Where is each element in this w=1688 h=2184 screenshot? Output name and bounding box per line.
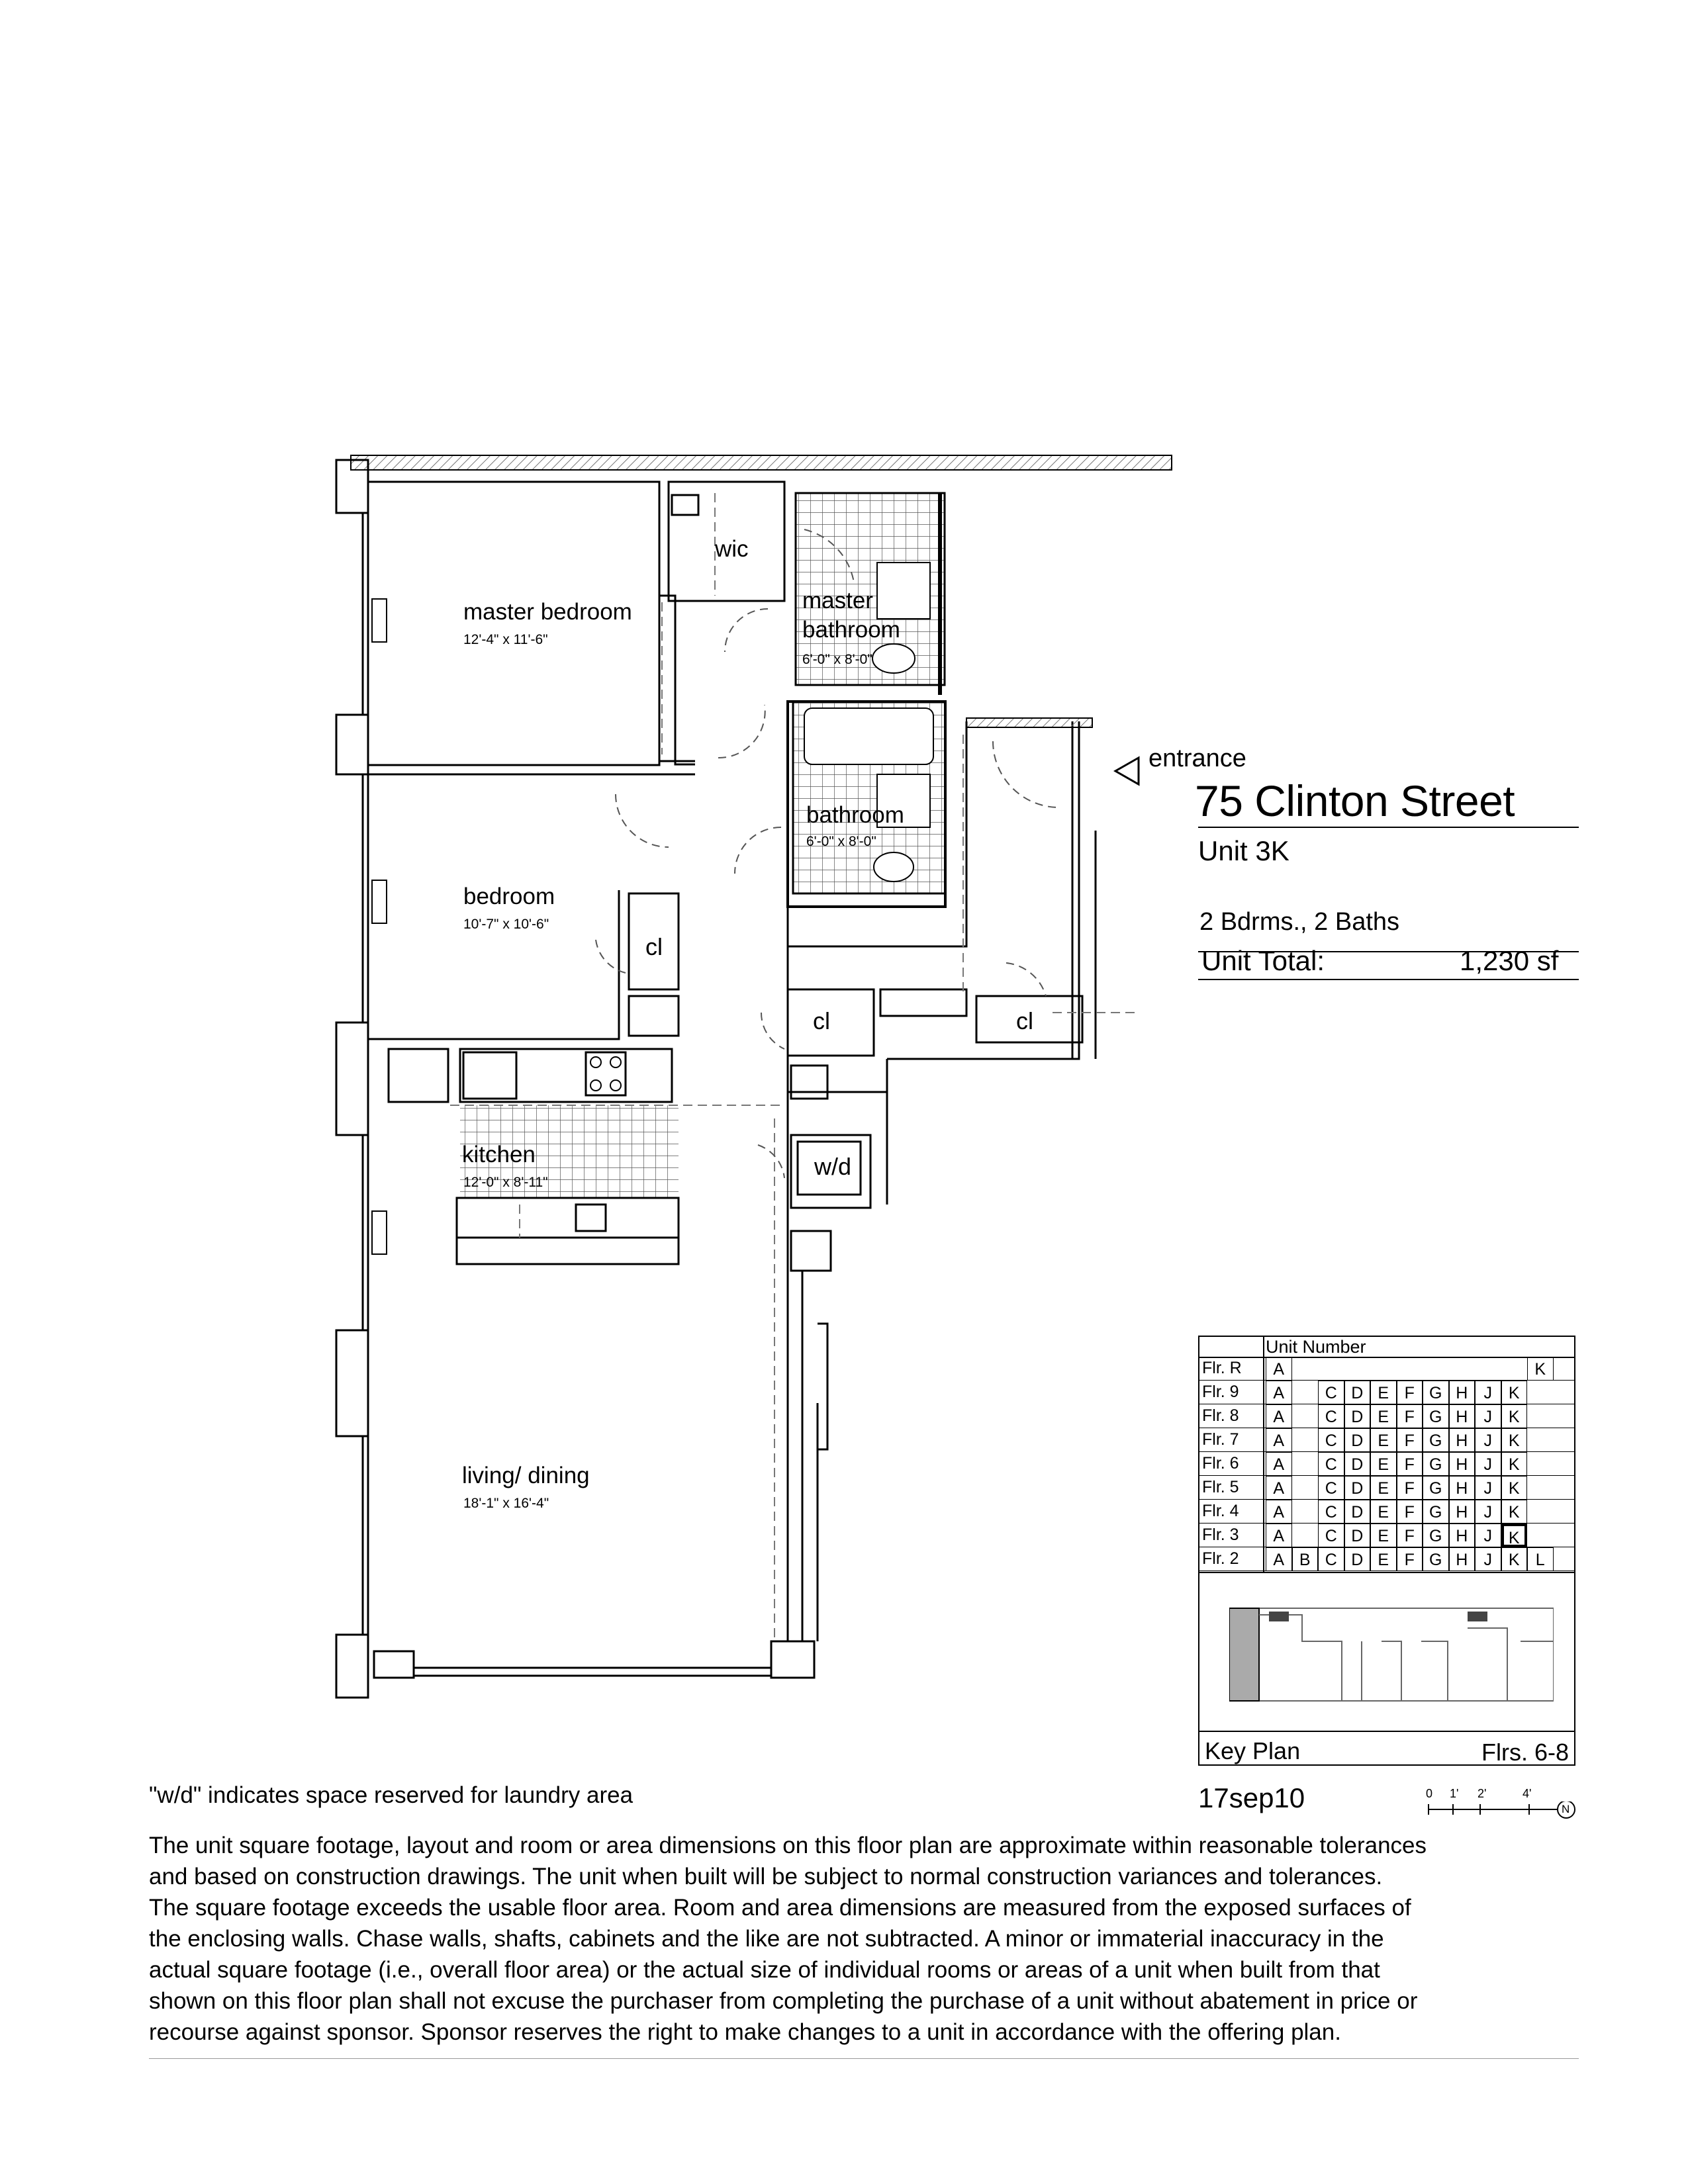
- key-plan-unit-cell: B: [1292, 1547, 1319, 1571]
- key-plan: [1198, 1336, 1575, 1766]
- disclaimer-line: and based on construction drawings. The unit when built will be subject to normal construction variances and tolerances.: [149, 1864, 1383, 1889]
- master-bath-toilet: [872, 644, 915, 673]
- room-label-living-dining: living/ dining: [462, 1463, 590, 1488]
- key-plan-unit-cell: G: [1423, 1404, 1449, 1428]
- key-plan-unit-cell: F: [1397, 1404, 1423, 1428]
- key-plan-unit-cell: H: [1449, 1500, 1476, 1524]
- key-plan-unit-cell: F: [1397, 1547, 1423, 1571]
- key-plan-unit-cell: D: [1344, 1404, 1371, 1428]
- key-plan-unit-cell: E: [1370, 1428, 1397, 1452]
- room-label-wd: w/d: [814, 1153, 852, 1180]
- key-plan-unit-cell: E: [1370, 1404, 1397, 1428]
- key-plan-unit-cell: G: [1423, 1381, 1449, 1404]
- exterior-wall-top: [351, 455, 1172, 470]
- key-plan-unit-cell: H: [1449, 1547, 1476, 1571]
- room-label-master-bathroom-1: master: [802, 588, 873, 614]
- room-dims-bedroom: 10'-7" x 10'-6": [463, 917, 549, 932]
- key-plan-unit-cell: K: [1501, 1381, 1528, 1404]
- key-plan-floor-label: Flr. 2: [1202, 1549, 1239, 1568]
- disclaimer-line: The unit square footage, layout and room or area dimensions on this floor plan are approximate within reasonable tolerances: [149, 1833, 1427, 1858]
- key-plan-unit-cell: J: [1475, 1452, 1501, 1476]
- key-plan-floor-label: Flr. 3: [1202, 1525, 1239, 1544]
- key-plan-unit-cell: D: [1344, 1381, 1371, 1404]
- key-plan-unit-cell: D: [1344, 1500, 1371, 1524]
- room-label-bathroom: bathroom: [806, 802, 904, 828]
- key-plan-unit-cell: K: [1501, 1524, 1528, 1547]
- key-plan-unit-cell: K: [1501, 1476, 1528, 1500]
- key-plan-unit-cell: K: [1501, 1404, 1528, 1428]
- bedrooms-baths: 2 Bdrms., 2 Baths: [1199, 908, 1400, 936]
- key-plan-unit-cell: K: [1501, 1428, 1528, 1452]
- key-plan-grid: [1199, 1357, 1574, 1572]
- key-plan-unit-cell: C: [1318, 1476, 1344, 1500]
- key-plan-unit-cell: A: [1266, 1452, 1292, 1476]
- room-dims-living-dining: 18'-1" x 16'-4": [463, 1496, 549, 1511]
- room-label-kitchen: kitchen: [462, 1142, 536, 1167]
- key-plan-unit-cell: L: [1527, 1547, 1554, 1571]
- key-plan-unit-cell: A: [1266, 1547, 1292, 1571]
- key-plan-unit-cell: A: [1266, 1381, 1292, 1404]
- master-bath-sink: [877, 563, 930, 619]
- key-plan-unit-cell: G: [1423, 1547, 1449, 1571]
- key-plan-unit-cell: A: [1266, 1357, 1292, 1381]
- scale-bar: [1417, 1787, 1589, 1827]
- exterior-wall-left: [336, 460, 368, 1698]
- disclaimer-line: the enclosing walls. Chase walls, shafts, cabinets and the like are not subtracted. A minor or immaterial inaccuracy in the: [149, 1926, 1384, 1952]
- unit-total-value: 1,230 sf: [1460, 945, 1559, 976]
- bathtub: [804, 708, 933, 764]
- key-plan-unit-cell: G: [1423, 1476, 1449, 1500]
- key-plan-unit-cell: G: [1423, 1452, 1449, 1476]
- footer-rule: [149, 2058, 1579, 2059]
- key-plan-unit-cell: E: [1370, 1524, 1397, 1547]
- key-plan-unit-cell: J: [1475, 1381, 1501, 1404]
- key-plan-unit-cell: F: [1397, 1524, 1423, 1547]
- room-dims-bathroom: 6'-0" x 8'-0": [806, 834, 876, 849]
- room-dims-master-bedroom: 12'-4" x 11'-6": [463, 632, 548, 647]
- key-plan-unit-cell: A: [1266, 1476, 1292, 1500]
- room-dims-master-bathroom: 6'-0" x 8'-0": [802, 652, 872, 667]
- key-plan-unit-cell: K: [1501, 1452, 1528, 1476]
- key-plan-unit-cell: J: [1475, 1500, 1501, 1524]
- entrance-arrow-icon: [1115, 758, 1139, 784]
- scale-tick-1: 1': [1450, 1787, 1459, 1800]
- room-dims-kitchen: 12'-0" x 8'-11": [463, 1175, 548, 1190]
- room-label-wic: wic: [715, 536, 749, 562]
- unit-total-label: Unit Total:: [1201, 945, 1325, 976]
- key-plan-unit-cell: C: [1318, 1547, 1344, 1571]
- key-plan-unit-cell: K: [1527, 1357, 1554, 1381]
- key-plan-floor-label: Flr. 8: [1202, 1406, 1239, 1425]
- key-plan-floor-label: Flr. 5: [1202, 1478, 1239, 1496]
- key-plan-unit-cell: K: [1501, 1500, 1528, 1524]
- disclaimer-line: recourse against sponsor. Sponsor reserves the right to make changes to a unit in accordance with the offering plan.: [149, 2019, 1341, 2045]
- room-label-master-bathroom-2: bathroom: [802, 617, 900, 643]
- scale-tick-2: 2': [1477, 1787, 1487, 1800]
- key-plan-unit-cell: F: [1397, 1428, 1423, 1452]
- room-label-entry-closet: cl: [1016, 1007, 1033, 1034]
- key-plan-unit-cell: E: [1370, 1547, 1397, 1571]
- key-plan-unit-cell: H: [1449, 1452, 1476, 1476]
- key-plan-unit-cell: D: [1344, 1524, 1371, 1547]
- building-title: 75 Clinton Street: [1195, 776, 1515, 825]
- key-plan-unit-cell: K: [1501, 1547, 1528, 1571]
- key-plan-floors: Flrs. 6-8: [1481, 1739, 1569, 1766]
- key-plan-unit-cell: J: [1475, 1547, 1501, 1571]
- key-plan-unit-cell: H: [1449, 1476, 1476, 1500]
- key-plan-floor-label: Flr. 4: [1202, 1502, 1239, 1520]
- key-plan-unit-cell: J: [1475, 1524, 1501, 1547]
- key-plan-floor-label: Flr. R: [1202, 1359, 1242, 1377]
- key-plan-unit-cell: F: [1397, 1381, 1423, 1404]
- key-plan-unit-cell: E: [1370, 1476, 1397, 1500]
- key-plan-unit-cell: G: [1423, 1500, 1449, 1524]
- north-label: N: [1562, 1803, 1570, 1815]
- key-plan-unit-cell: E: [1370, 1500, 1397, 1524]
- disclaimer-line: The square footage exceeds the usable floor area. Room and area dimensions are measured from the exposed surfaces of: [149, 1895, 1411, 1921]
- key-plan-floor-label: Flr. 7: [1202, 1430, 1239, 1449]
- key-plan-unit-cell: A: [1266, 1428, 1292, 1452]
- key-plan-unit-cell: A: [1266, 1524, 1292, 1547]
- window-sills: [372, 599, 387, 1254]
- disclaimer-line: actual square footage (i.e., overall floor area) or the actual size of individual rooms or areas of a unit when built from that: [149, 1957, 1380, 1983]
- key-plan-unit-cell: C: [1318, 1524, 1344, 1547]
- key-plan-unit-cell: D: [1344, 1547, 1371, 1571]
- room-label-hall-closet: cl: [813, 1007, 830, 1034]
- entrance-label: entrance: [1149, 745, 1246, 772]
- scale-tick-3: 4': [1523, 1787, 1532, 1800]
- key-plan-unit-cell: C: [1318, 1428, 1344, 1452]
- unit-number-label: Unit Number: [1266, 1337, 1366, 1357]
- key-plan-unit-cell: G: [1423, 1524, 1449, 1547]
- key-plan-floor-label: Flr. 6: [1202, 1454, 1239, 1473]
- key-plan-unit-cell: F: [1397, 1500, 1423, 1524]
- key-plan-unit-cell: C: [1318, 1381, 1344, 1404]
- key-plan-unit-cell: A: [1266, 1500, 1292, 1524]
- wd-note: "w/d" indicates space reserved for laundry area: [149, 1782, 633, 1808]
- key-plan-unit-cell: F: [1397, 1476, 1423, 1500]
- key-plan-unit-cell: H: [1449, 1404, 1476, 1428]
- room-label-bedroom: bedroom: [463, 884, 555, 909]
- key-plan-building-outline: [1229, 1602, 1554, 1714]
- room-label-master-bedroom: master bedroom: [463, 599, 632, 625]
- key-plan-caption: Key Plan: [1205, 1737, 1301, 1764]
- plan-date: 17sep10: [1198, 1782, 1305, 1813]
- key-plan-unit-cell: H: [1449, 1381, 1476, 1404]
- key-plan-floor-label: Flr. 9: [1202, 1383, 1239, 1401]
- key-plan-unit-cell: E: [1370, 1452, 1397, 1476]
- bath-toilet: [874, 852, 914, 882]
- key-plan-unit-cell: H: [1449, 1428, 1476, 1452]
- room-label-bedroom-closet: cl: [645, 933, 663, 960]
- key-plan-unit-cell: C: [1318, 1404, 1344, 1428]
- key-plan-unit-cell: E: [1370, 1381, 1397, 1404]
- key-plan-unit-cell: D: [1344, 1452, 1371, 1476]
- key-plan-unit-cell: D: [1344, 1476, 1371, 1500]
- disclaimer: [149, 1830, 1427, 2048]
- key-plan-unit-cell: G: [1423, 1428, 1449, 1452]
- key-plan-unit-cell: H: [1449, 1524, 1476, 1547]
- key-plan-unit-cell: D: [1344, 1428, 1371, 1452]
- unit-title: Unit 3K: [1198, 835, 1289, 866]
- key-plan-unit-cell: A: [1266, 1404, 1292, 1428]
- key-plan-unit-cell: J: [1475, 1428, 1501, 1452]
- disclaimer-line: shown on this floor plan shall not excuse the purchaser from completing the purchase of a unit without abatement in price or: [149, 1988, 1418, 2014]
- key-plan-unit-cell: F: [1397, 1452, 1423, 1476]
- key-plan-unit-cell: C: [1318, 1500, 1344, 1524]
- stove-burners: [590, 1057, 621, 1091]
- scale-tick-0: 0: [1426, 1787, 1433, 1800]
- exterior-wall-bottom: [374, 1641, 814, 1678]
- key-plan-unit-cell: C: [1318, 1452, 1344, 1476]
- key-plan-unit-cell: J: [1475, 1476, 1501, 1500]
- key-plan-unit-cell: J: [1475, 1404, 1501, 1428]
